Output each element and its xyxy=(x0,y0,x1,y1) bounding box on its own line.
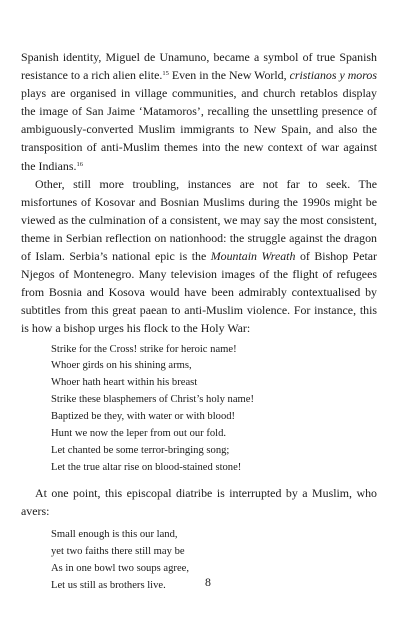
verse-line: Hunt we now the leper from out our fold. xyxy=(51,428,227,440)
verse-line: yet two faiths there still may be xyxy=(51,545,185,557)
verse-line: Let the true altar rise on blood-stained stone! xyxy=(51,461,242,473)
paragraph-1-text-b: Even in the New World, xyxy=(168,68,290,83)
verse-line: Strike these blasphemers of Christ’s holy name! xyxy=(51,394,255,406)
paragraph-2-text-a: Other, still more troubling, instances are not far to seek. The misfortunes of Kosovar and Bosnian Muslims during the 1990s might be viewed as the culmination of a consistent, we may say the most consistent, theme in Serbian reflection on nationhood: the struggle against the dragon of Islam. Serbia’s national epic is the xyxy=(21,176,377,264)
paragraph-1-text-a: Spanish identity, Miguel de Unamuno, became a symbol of true Spanish resistance to a rich alien elite. xyxy=(21,50,377,83)
verse-line: Baptized be they, with water or with blood! xyxy=(51,411,236,423)
verse-line: Whoer girds on his shining arms, xyxy=(51,360,192,372)
verse-quotation-1 xyxy=(51,342,377,477)
paragraph-3 xyxy=(21,484,377,520)
verse-line: Small enough is this our land, xyxy=(51,528,178,540)
page-body xyxy=(21,48,377,602)
footnote-ref-16[interactable]: 16 xyxy=(76,160,83,168)
verse-line: Whoer hath heart within his breast xyxy=(51,377,198,389)
verse-line: Let chanted be some terror-bringing song; xyxy=(51,444,230,456)
italic-term: cristianos y moros xyxy=(289,68,377,83)
paragraph-2 xyxy=(21,175,377,338)
paragraph-1-text-c: plays are organised in village communities, and church retablos display the image of San Jaime ‘Matamoros’, recalling the unsettling presence of ambiguously-converted Muslim immigrants to New Spain, and also the transposition of anti-Muslim themes into the new context of war against the Indians. xyxy=(21,86,377,173)
paragraph-3-text: At one point, this episcopal diatribe is interrupted by a Muslim, who avers: xyxy=(21,485,377,518)
paragraph-2-text-b: of Bishop Petar Njegos of Montenegro. Many television images of the flight of refugees from Bosnia and Kosova would have been admirably contextualised by subtitles from this great paean to anti-Muslim violence. For instance, this is how a bishop urges his flock to the Holy War: xyxy=(21,249,378,336)
verse-line: As in one bowl two soups agree, xyxy=(51,562,189,574)
footnote-ref-15[interactable]: 15 xyxy=(162,70,169,78)
verse-line: Let us still as brothers live. xyxy=(51,579,166,591)
verse-line: Strike for the Cross! strike for heroic name! xyxy=(51,343,237,355)
paragraph-1 xyxy=(21,48,377,175)
page-number: 8 xyxy=(205,575,211,589)
italic-title: Mountain Wreath xyxy=(210,249,296,264)
